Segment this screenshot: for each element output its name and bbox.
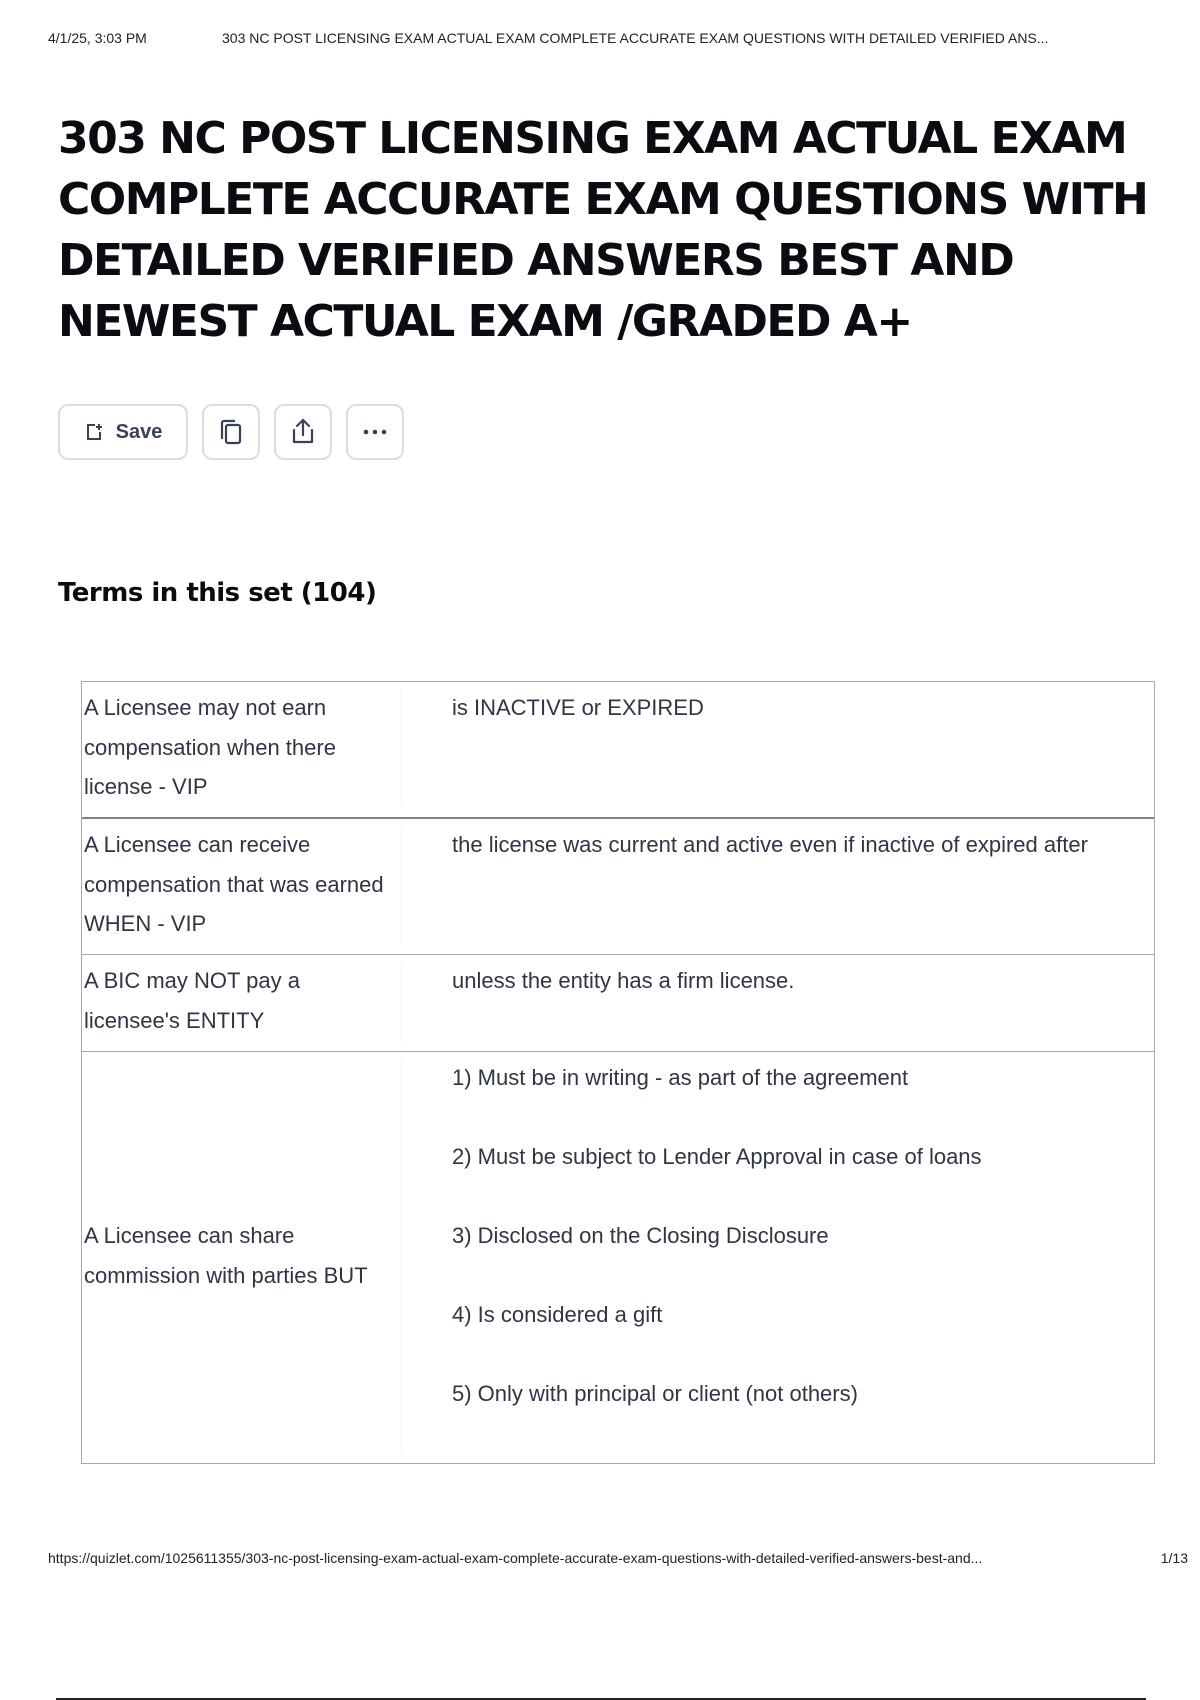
term-text: A BIC may NOT pay a licensee's ENTITY [82, 961, 402, 1041]
term-text: A Licensee may not earn compensation when there license - VIP [82, 688, 402, 807]
definition [402, 819, 1154, 954]
more-options-button[interactable] [346, 404, 404, 460]
definition [402, 1052, 1154, 1463]
save-label: Save [115, 420, 163, 443]
print-header [48, 30, 1176, 46]
definition-item: 3) Disclosed on the Closing Disclosure [452, 1223, 829, 1248]
definition-item: 5) Only with principal or client (not others) [452, 1381, 858, 1406]
term-row [82, 954, 1154, 1051]
term-row [82, 1051, 1154, 1463]
print-datetime: 4/1/25, 3:03 PM [48, 30, 147, 46]
toolbar [58, 404, 418, 460]
page-number: 1/13 [1160, 1550, 1188, 1566]
copy-button[interactable] [202, 404, 260, 460]
term-text: A Licensee can receive compensation that was earned WHEN - VIP [82, 825, 402, 944]
term-text [82, 1058, 402, 1453]
terms-list [81, 681, 1155, 1464]
term-label: A Licensee can share commission with parties BUT [84, 1223, 368, 1288]
definition-text: is INACTIVE or EXPIRED [452, 695, 704, 720]
share-button[interactable] [274, 404, 332, 460]
definition-text: unless the entity has a firm license. [452, 968, 795, 993]
term-row [82, 682, 1154, 817]
more-icon [361, 428, 389, 436]
print-url: https://quizlet.com/1025611355/303-nc-post-licensing-exam-actual-exam-complete-accurate-exam-questions-with-detailed-verified-answers-best-and... [48, 1550, 983, 1566]
definition-text: the license was current and active even if inactive of expired after [452, 832, 1088, 857]
term-row [82, 817, 1154, 954]
save-icon [84, 422, 104, 442]
definition-item: 2) Must be subject to Lender Approval in case of loans [452, 1144, 982, 1169]
save-button[interactable] [58, 404, 188, 460]
share-icon [289, 417, 317, 447]
definition-item: 1) Must be in writing - as part of the agreement [452, 1065, 909, 1090]
copy-icon [217, 417, 245, 447]
definition [402, 955, 1154, 1051]
print-footer [48, 1550, 1188, 1566]
page-title: 303 NC POST LICENSING EXAM ACTUAL EXAM COMPLETE ACCURATE EXAM QUESTIONS WITH DETAILED VERIFIED ANSWERS BEST AND NEWEST ACTUAL EXAM /GRADED A+ [58, 113, 1148, 347]
definition-item: 4) Is considered a gift [452, 1302, 663, 1327]
print-page-title: 303 NC POST LICENSING EXAM ACTUAL EXAM COMPLETE ACCURATE EXAM QUESTIONS WITH DETAILED VERIFIED ANS... [222, 30, 1049, 46]
terms-heading: Terms in this set (104) [58, 578, 377, 608]
definition [402, 682, 1154, 817]
